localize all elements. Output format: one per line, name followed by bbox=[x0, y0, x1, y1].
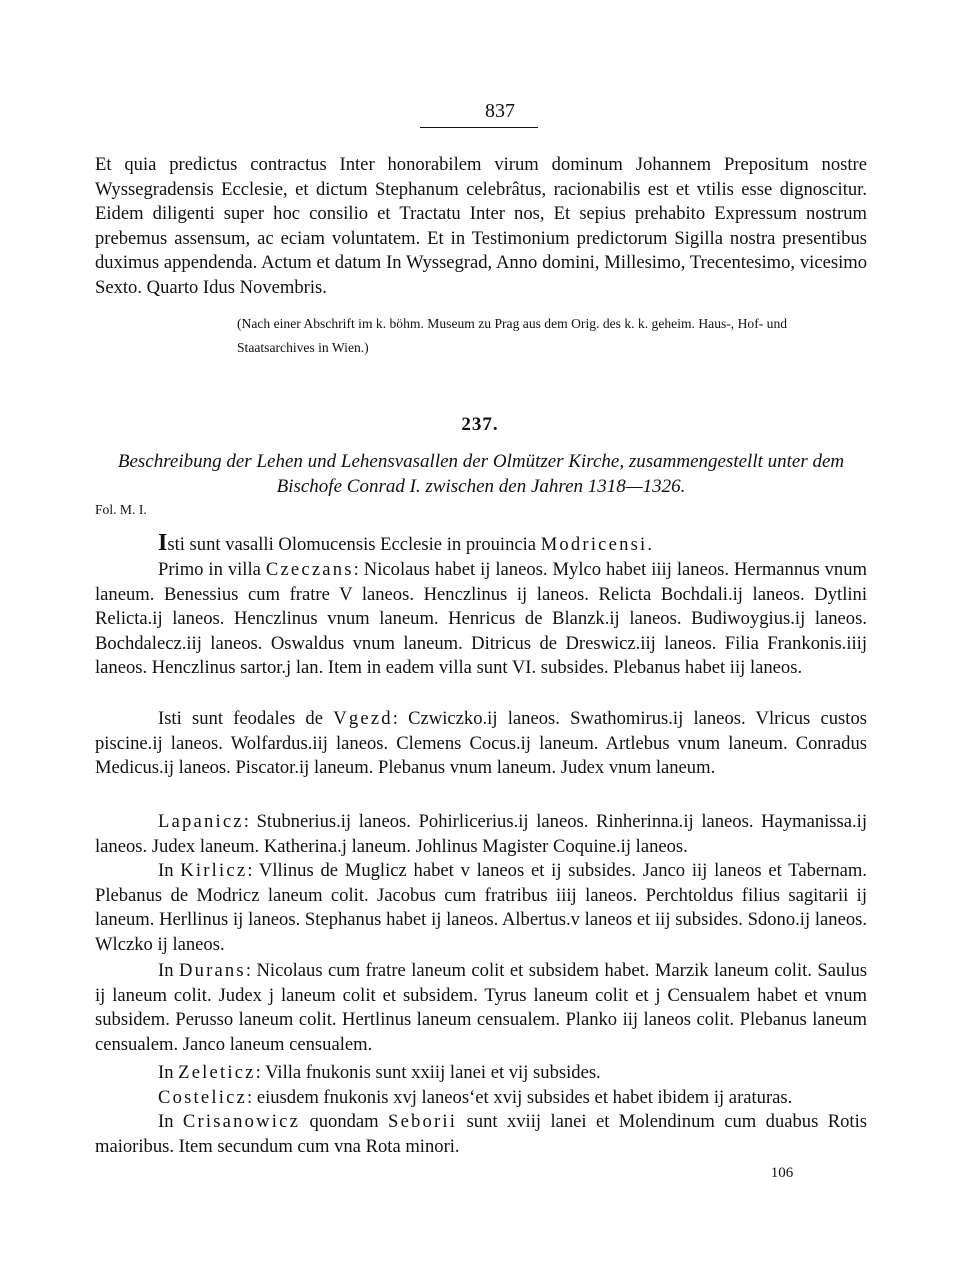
paragraph-crisanowicz: In Crisanowicz quondam Seborii sunt xviij lanei et Molendinum cum duabus Rotis maioribus. Item secundum cum vna Rota minori. bbox=[95, 1111, 867, 1157]
place-name: Lapanicz bbox=[158, 811, 244, 832]
paragraph-lapanicz: Lapanicz: Stubnerius.ij laneos. Pohirlicerius.ij laneos. Rinherinna.ij laneos. Haymanissa.ij laneos. Judex laneum. Katherina.j laneum. Johlinus Magister Coquine.ij laneos. bbox=[95, 811, 867, 857]
paragraph-vgezd: Isti sunt feodales de Vgezd: Czwiczko.ij laneos. Swathomirus.ij laneos. Vlricus custos piscine.ij laneos. Wolfardus.iij laneos. Clemens Cocus.ij laneum. Artlebus vnum laneum. Conradus Medicus.ij laneos. Piscator.ij laneum. Plebanus vnum laneum. Judex vnum laneum. bbox=[95, 708, 867, 779]
document-number: 237. bbox=[461, 414, 499, 435]
place-name: Kirlicz bbox=[180, 860, 248, 881]
place-name: Durans bbox=[178, 960, 246, 981]
place-name: Czeczans bbox=[265, 559, 354, 580]
paragraph-czeczans: Primo in villa Czeczans: Nicolaus habet ij laneos. Mylco habet iiij laneos. Hermannus vnum laneum. Benessius cum fratre V laneos. Henczlinus ij laneos. Relicta Bochdali.ij laneos. Dytlini Relicta.ij laneos. Henczlinus vnum laneum. Henricus de Blanzk.ij laneos. Budiwoygius.ij laneos. Bochdalecz.iij laneos. Oswaldus vnum laneum. Ditricus de Dreswicz.iij laneos. Filia Frankonis.iiij laneos. Henczlinus sartor.j lan. Item in eadem villa sunt VI. subsides. Plebanus habet iij laneos. bbox=[95, 559, 867, 679]
paragraph-zeleticz: In Zeleticz: Villa fnukonis sunt xxiij lanei et vij subsides. bbox=[158, 1062, 601, 1083]
folio-reference: Fol. M. I. bbox=[95, 502, 147, 517]
paragraph-kirlicz: In Kirlicz: Vllinus de Muglicz habet v laneos et ij subsides. Janco iij laneos et Tabernam. Plebanus de Modricz laneum colit. Jacobus cum fratribus iiij laneos. Perchtoldus filius sagitarii ij laneum. Herllinus ij laneos. Stephanus habet ij laneos. Albertus.v laneos et iij subsides. Sdono.ij laneos. Wlczko ij laneos. bbox=[95, 860, 867, 955]
place-name: Modricensi bbox=[540, 534, 648, 555]
place-name: Crisanowicz bbox=[182, 1111, 301, 1132]
paragraph-durans: In Durans: Nicolaus cum fratre laneum colit et subsidem habet. Marzik laneum colit. Saulus ij laneum colit. Judex j laneum colit et subsidem. Tyrus laneum colit et j Censualem habet et vnum subsidem. Perusso laneum colit. Hertlinus laneum censualem. Planko iij laneos colit. Plebanus laneum censualem. Janco laneum censualem. bbox=[95, 960, 867, 1055]
initial-letter: I bbox=[158, 530, 168, 556]
signature-mark: 106 bbox=[770, 1165, 794, 1181]
document-title: Beschreibung der Lehen und Lehensvasallen der Olmützer Kirche, zusammengestellt unter dem Bischofe Conrad I. zwischen den Jahren 1318—1326. bbox=[117, 451, 845, 497]
place-name: Zeleticz bbox=[178, 1062, 256, 1083]
page-number: 837 bbox=[485, 100, 515, 122]
paragraph-modricensi: Isti sunt vasalli Olomucensis Ecclesie in prouincia Modricensi. bbox=[158, 530, 653, 556]
place-name: Costelicz bbox=[158, 1087, 247, 1108]
paragraph-costelicz: Costelicz: eiusdem fnukonis xvj laneosʻet xvij subsides et habet ibidem ij araturas. bbox=[158, 1087, 793, 1108]
source-note: (Nach einer Abschrift im k. böhm. Museum zu Prag aus dem Orig. des k. k. geheim. Haus-, Hof- und Staatsarchives in Wien.) bbox=[237, 316, 788, 355]
preceding-document-text: Et quia predictus contractus Inter honorabilem virum dominum Johannem Prepositum nostre Wyssegradensis Ecclesie, et dictum Stephanum celebrâtus, racionabilis est et vtilis esse dignoscitur. Eidem diligenti super hoc consilio et Tractatu Inter nos, Et sepius prehabito Expressum nostrum prebemus assensum, ac eciam voluntatem. Et in Testimonium predictorum Sigilla nostra presentibus duximus appendenda. Actum et datum In Wyssegrad, Anno domini, Millesimo, Trecentesimo, vicesimo Sexto. Quarto Idus Novembris. bbox=[95, 154, 867, 298]
header-rule bbox=[420, 127, 538, 128]
place-name: Seborii bbox=[388, 1111, 458, 1132]
place-name: Vgezd bbox=[333, 708, 393, 729]
